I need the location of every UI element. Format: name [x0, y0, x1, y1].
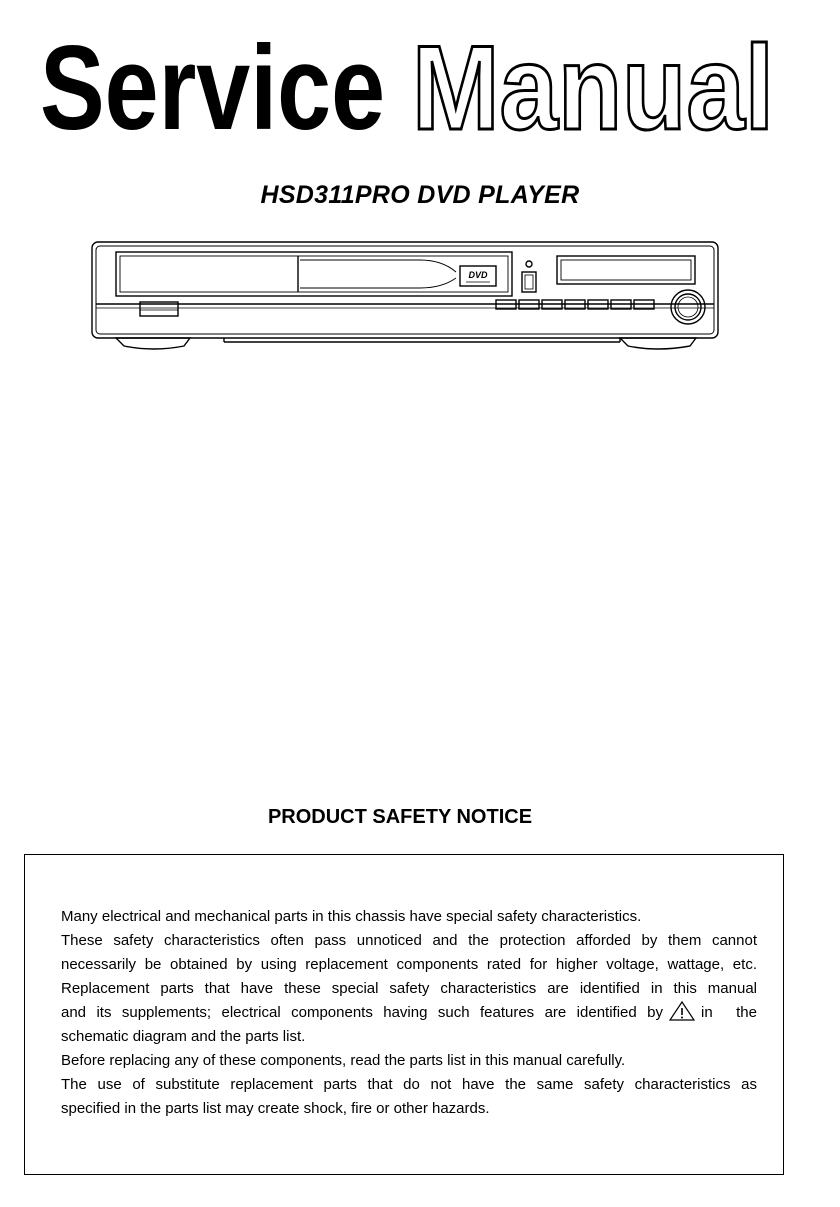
- notice-line-5-start: and its supplements; electrical components having such features are identified by: [61, 1004, 663, 1021]
- dvd-logo-text: DVD: [468, 270, 488, 280]
- notice-line-9: specified in the parts list may create shock, fire or other hazards.: [61, 1100, 490, 1117]
- left-foot: [116, 338, 190, 349]
- notice-line-5: [61, 1001, 757, 1025]
- notice-line-6: schematic diagram and the parts list.: [61, 1028, 306, 1045]
- notice-line-7: Before replacing any of these components, read the parts list in this manual carefully.: [61, 1052, 626, 1069]
- safety-notice-text: [61, 905, 757, 1121]
- safety-notice-heading: PRODUCT SAFETY NOTICE: [267, 806, 533, 828]
- warning-triangle-icon: [669, 1001, 695, 1021]
- disc-tray: [116, 252, 512, 296]
- standby-led-icon: [526, 261, 532, 267]
- service-manual-title: [40, 18, 780, 155]
- notice-line-1: Many electrical and mechanical parts in this chassis have special safety characteristics.: [61, 908, 642, 925]
- volume-knob: [671, 290, 705, 324]
- notice-line-3: necessarily be obtained by using replacement components rated for higher voltage, wattage, etc.: [61, 956, 757, 973]
- notice-line-2: These safety characteristics often pass unnoticed and the protection afforded by them cannot: [61, 932, 757, 949]
- dvd-player-illustration: [90, 238, 730, 363]
- model-title: HSD311PRO DVD PLAYER: [260, 181, 580, 209]
- right-foot: [620, 338, 696, 349]
- notice-line-8: The use of substitute replacement parts that do not have the same safety characteristics as: [61, 1076, 757, 1093]
- notice-line-5-end: in the: [701, 1004, 757, 1021]
- title-word-service: Service: [40, 21, 385, 155]
- safety-notice-box: [24, 854, 784, 1175]
- title-word-manual: Manual: [412, 21, 774, 155]
- notice-line-4: Replacement parts that have these special safety characteristics are identified in this manual: [61, 980, 757, 997]
